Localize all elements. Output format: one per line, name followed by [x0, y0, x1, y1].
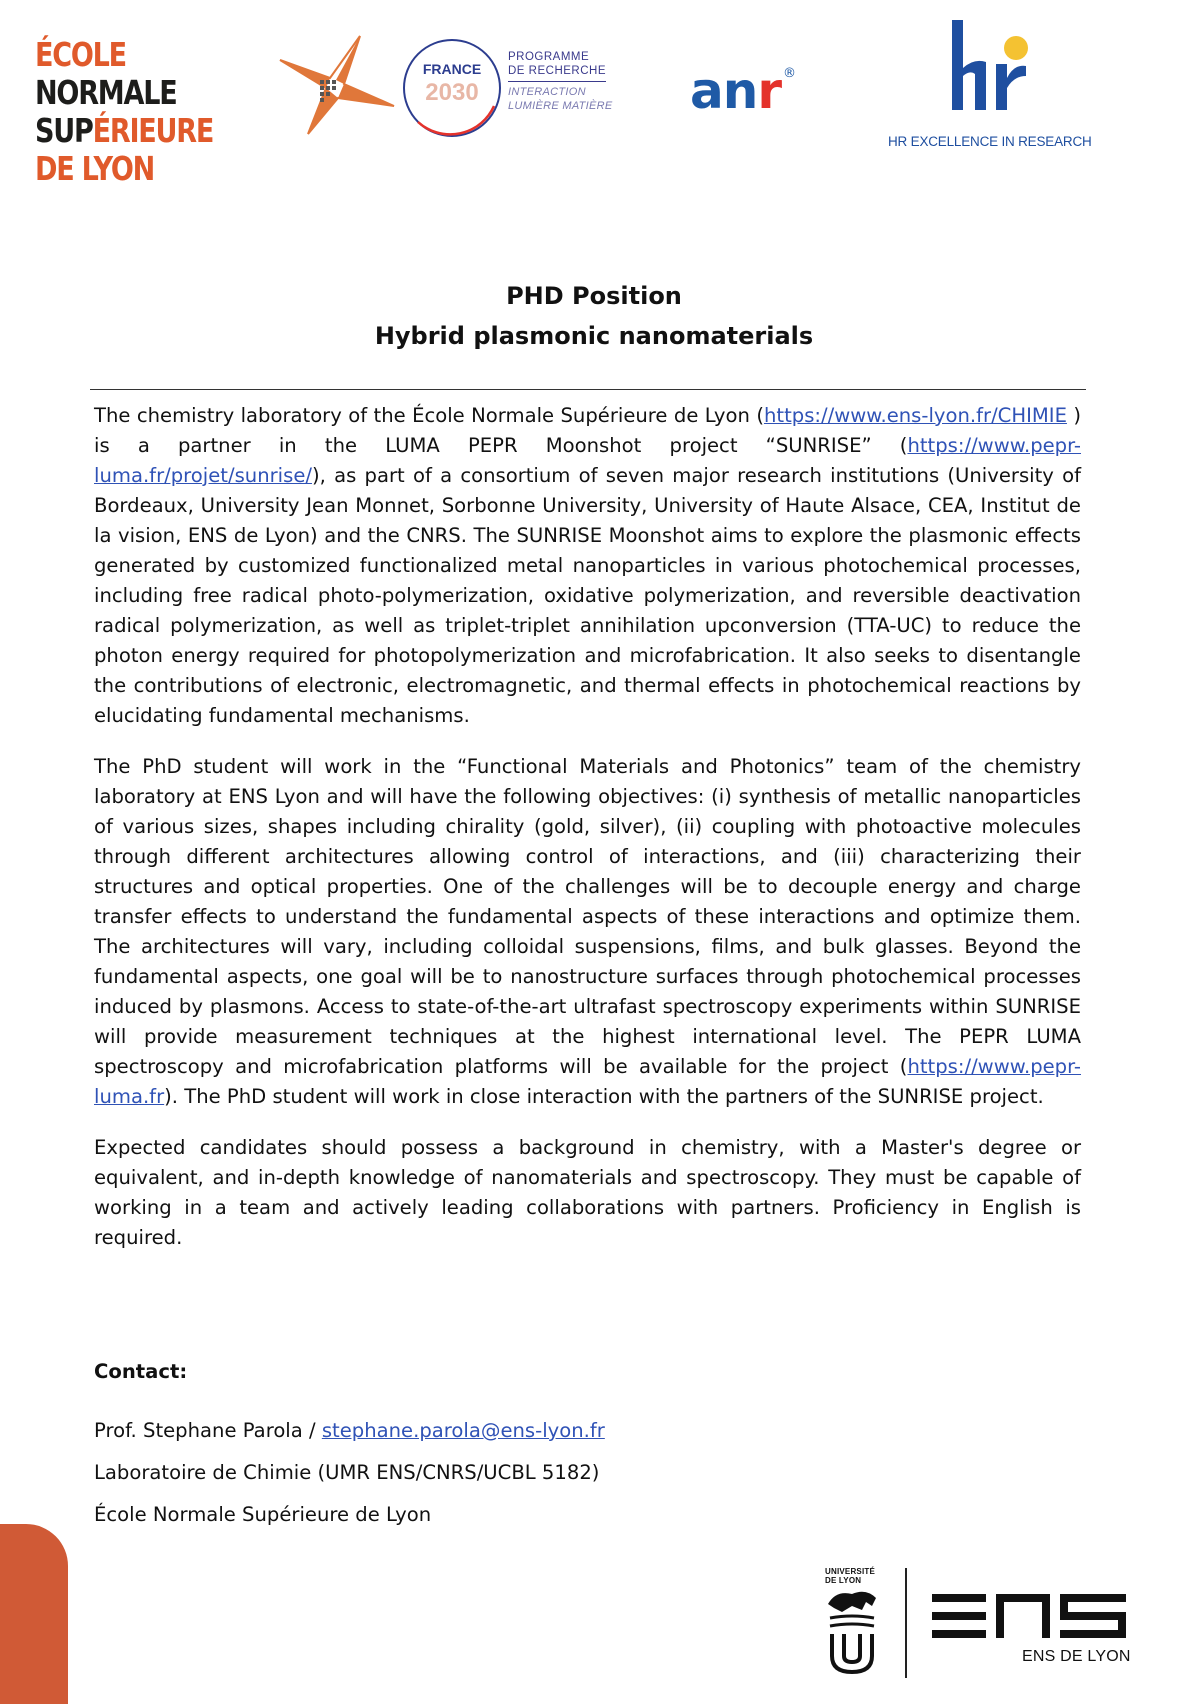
- p1-text-2: ) is a partner in the LUMA PEPR Moonshot project “SUNRISE” (: [94, 404, 1082, 457]
- france-2030-logo: [398, 36, 506, 140]
- france-word: FRANCE: [422, 61, 482, 77]
- body-text: [94, 401, 1081, 1274]
- p2-text-2: ). The PhD student will work in close interaction with the partners of the SUNRISE project.: [164, 1085, 1044, 1108]
- ens-logo-line-4: DE LYON: [35, 149, 155, 188]
- programme-line-2: DE RECHERCHE: [508, 65, 607, 77]
- ens-logo-line-2: NORMALE: [35, 73, 177, 112]
- ul-line-1: UNIVERSITÉ: [825, 1567, 876, 1576]
- anr-an: an: [690, 62, 758, 120]
- year-2030: 2030: [425, 79, 479, 106]
- contact-name: Prof. Stephane Parola /: [94, 1419, 322, 1442]
- programme-subtitle-1: INTERACTION: [508, 86, 586, 98]
- anr-r: r: [757, 62, 782, 120]
- link-pepr-luma[interactable]: https://www.pepr-luma.fr: [94, 1055, 1081, 1108]
- programme-subtitle-2: LUMIÈRE MATIÈRE: [508, 100, 613, 112]
- programme-divider: [508, 81, 606, 82]
- paragraph-1: [94, 401, 1081, 731]
- p1-text-3: ), as part of a consortium of seven major research institutions (University of Bordeaux, University Jean Monnet, Sorbonne University, University of Haute Alsace, CEA, Institut de la vision, ENS de Lyon) and the CNRS. The SUNRISE Moonshot aims to explore the plasmonic effects generated by customized functionalized metal nanoparticles in various photochemical processes, including free radical photo-polymerization, oxidative polymerization, and reversible deactivation radical polymerization, as well as triplet-triplet annihilation upconversion (TTA-UC) to reduce the photon energy required for photopolymerization and microfabrication. It also seeks to disentangle the contributions of electronic, electromagnetic, and thermal effects in photochemical reactions by elucidating fundamental mechanisms.: [94, 464, 1081, 727]
- hr-excellence-logo: [944, 18, 1044, 118]
- contact-heading: Contact:: [94, 1360, 188, 1383]
- paragraph-2: [94, 752, 1081, 1112]
- ens-mark-icon: [932, 1594, 1132, 1638]
- paragraph-3: Expected candidates should possess a background in chemistry, with a Master's degree or equivalent, and in-depth knowledge of nanomaterials and spectroscopy. They must be capable of working in a team and actively leading collaborations with partners. Proficiency in English is required.: [94, 1136, 1081, 1249]
- hr-caption: HR EXCELLENCE IN RESEARCH: [888, 134, 1092, 149]
- anr-registered-mark: ®: [783, 66, 796, 81]
- programme-text: [508, 50, 613, 113]
- title-line-1: PHD Position: [506, 282, 682, 310]
- ens-de-lyon-caption: ENS DE LYON: [1022, 1648, 1131, 1665]
- title-line-2: Hybrid plasmonic nanomaterials: [374, 322, 814, 350]
- luma-star-icon: [278, 34, 398, 138]
- title-rule: [90, 389, 1086, 390]
- ens-logo-line-3b: ÉRIEURE: [92, 111, 214, 150]
- p2-text-1: The PhD student will work in the “Functional Materials and Photonics” team of the chemistry laboratory at ENS Lyon and will have the following objectives: (i) synthesis of metallic nanoparticles of various sizes, shapes including chirality (gold, silver), (ii) coupling with photoactive molecules through different architectures allowing control of interactions, and (iii) characterizing their structures and optical properties. One of the challenges will be to decouple energy and charge transfer effects to understand the fundamental aspects of these interactions and optimize them. The architectures will vary, including colloidal suspensions, films, and bulk glasses. Beyond the fundamental aspects, one goal will be to nanostructure surfaces through photochemical processes induced by plasmons. Access to state-of-the-art ultrafast spectroscopy experiments within SUNRISE will provide measurement techniques at the highest international level. The PEPR LUMA spectroscopy and microfabrication platforms will be available for the project (: [94, 755, 1081, 1078]
- p1-text-1: The chemistry laboratory of the École Normale Supérieure de Lyon (: [94, 404, 764, 427]
- anr-logo: [690, 62, 795, 120]
- ens-lyon-logo: [35, 36, 213, 188]
- orange-corner-accent: [0, 1524, 68, 1704]
- lion-crest-icon: [822, 1568, 882, 1678]
- contact-name-line: [94, 1416, 605, 1446]
- ens-logo-line-3a: SUP: [35, 111, 93, 150]
- ul-line-2: DE LYON: [825, 1576, 862, 1585]
- contact-lab: Laboratoire de Chimie (UMR ENS/CNRS/UCBL 5182): [94, 1461, 600, 1484]
- link-pepr-sunrise[interactable]: https://www.pepr-luma.fr/projet/sunrise/: [94, 434, 1081, 487]
- contact-email-link[interactable]: stephane.parola@ens-lyon.fr: [321, 1419, 605, 1442]
- ens-logo-line-1: ÉCOLE: [35, 35, 126, 74]
- footer-divider: [905, 1568, 907, 1678]
- programme-line-1: PROGRAMME: [508, 51, 590, 63]
- contact-school: École Normale Supérieure de Lyon: [94, 1503, 432, 1526]
- link-ens-chimie[interactable]: https://www.ens-lyon.fr/CHIMIE: [763, 404, 1067, 427]
